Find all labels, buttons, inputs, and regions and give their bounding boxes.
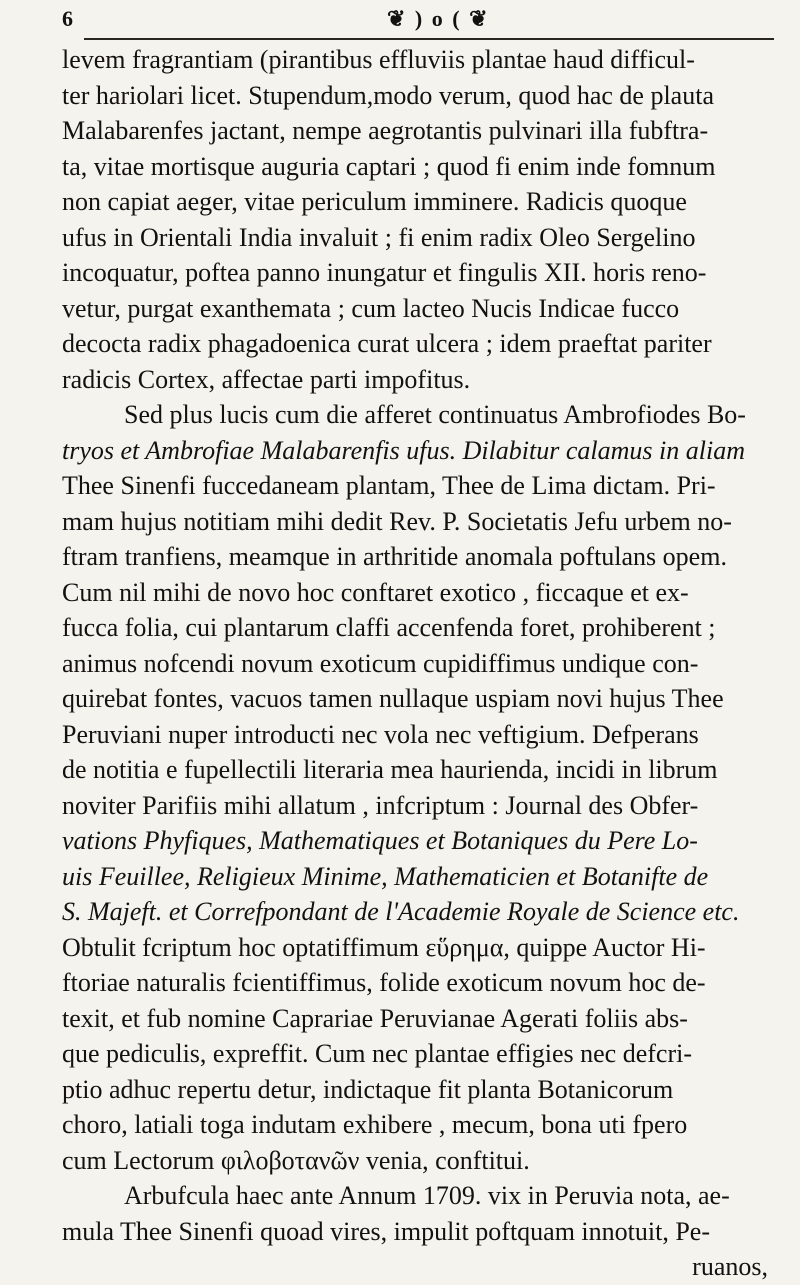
page-number: 6: [62, 6, 73, 31]
text-line: mula Thee Sinenfi quoad vires, impulit poftquam innotuit, Pe-: [62, 1216, 710, 1246]
text-line: ufus in Orientali India invaluit ; fi enim radix Oleo Sergelino: [62, 222, 696, 252]
text-line: texit, et fub nomine Caprariae Peruvianae Agerati foliis abs-: [62, 1003, 688, 1033]
text-line: levem fragrantiam (pirantibus effluviis plantae haud difficul-: [62, 45, 695, 74]
text-line: animus nofcendi novum exoticum cupidiffimus undique con-: [62, 648, 699, 678]
text-line: Arbufcula haec ante Annum 1709. vix in Peruvia nota, ae-: [124, 1181, 730, 1210]
catchword: ruanos,: [692, 1252, 768, 1281]
text-line: Cum nil mihi de novo hoc conftaret exotico , ficcaque et ex-: [62, 577, 689, 607]
text-line: uis Feuillee, Religieux Minime, Mathematicien et Botanifte de: [62, 861, 709, 891]
page-header: [62, 4, 762, 40]
text-line: radicis Cortex, affectae parti impofitus.: [62, 364, 471, 394]
text-line: Obtulit fcriptum hoc optatiffimum εὕρημα, quippe Auctor Hi-: [62, 932, 706, 962]
text-line: Malabarenfes jactant, nempe aegrotantis pulvinari illa fubftra-: [62, 116, 709, 145]
text-line: Sed plus lucis cum die afferet continuatus Ambrofiodes Bo-: [124, 400, 746, 429]
text-line: vetur, purgat exanthemata ; cum lacteo Nucis Indicae fucco: [62, 293, 680, 323]
text-line: Thee Sinenfi fuccedaneam plantam, Thee de Lima dictam. Pri-: [62, 471, 716, 500]
text-line: quirebat fontes, vacuos tamen nullaque uspiam novi hujus Thee: [62, 684, 724, 713]
text-line: ta, vitae mortisque auguria captari ; quod fi enim inde fomnum: [62, 151, 716, 181]
text-line: non capiat aeger, vitae periculum imminere. Radicis quoque: [62, 187, 687, 216]
text-line: noviter Parifiis mihi allatum , infcriptum : Journal des Obfer-: [62, 790, 699, 820]
text-line: S. Majeft. et Correfpondant de l'Academie Royale de Science etc.: [62, 897, 740, 926]
text-line: que pediculis, expreffit. Cum nec plantae effigies nec defcri-: [62, 1039, 693, 1068]
text-line: ptio adhuc repertu detur, indictaque fit planta Botanicorum: [62, 1074, 674, 1104]
text-line: decocta radix phagadoenica curat ulcera ; idem praeftat pariter: [62, 329, 712, 358]
text-line: fucca folia, cui plantarum claffi accenfenda foret, prohiberent ;: [62, 613, 716, 642]
text-line: de notitia e fupellectili literaria mea haurienda, incidi in librum: [62, 755, 718, 784]
header-rule: [84, 38, 774, 40]
text-line: ter hariolari licet. Stupendum,modo verum, quod hac de plauta: [62, 80, 714, 110]
text-line: mam hujus notitiam mihi dedit Rev. P. Societatis Jefu urbem no-: [62, 506, 732, 536]
body-text: [62, 42, 774, 1285]
text-line: ftram tranfiens, meamque in arthritide anomala poftulans opem.: [62, 542, 727, 571]
text-line: tryos et Ambrofiae Malabarenfis ufus. Dilabitur calamus in aliam: [62, 435, 745, 465]
text-line: Peruviani nuper introducti nec vola nec veftigium. Defperans: [62, 719, 699, 749]
text-line: cum Lectorum φιλοβοτανῶν venia, conftitui.: [62, 1145, 530, 1175]
text-line: incoquatur, poftea panno inungatur et fingulis XII. horis reno-: [62, 258, 707, 287]
text-line: vations Phyfiques, Mathematiques et Botaniques du Pere Lo-: [62, 826, 698, 855]
text-line: ftoriae naturalis fcientiffimus, folide exoticum novum hoc de-: [62, 968, 706, 997]
text-line: choro, latiali toga indutam exhibere , mecum, bona uti fpero: [62, 1110, 688, 1139]
header-ornament: ❦ ) o ( ❦: [387, 6, 490, 31]
